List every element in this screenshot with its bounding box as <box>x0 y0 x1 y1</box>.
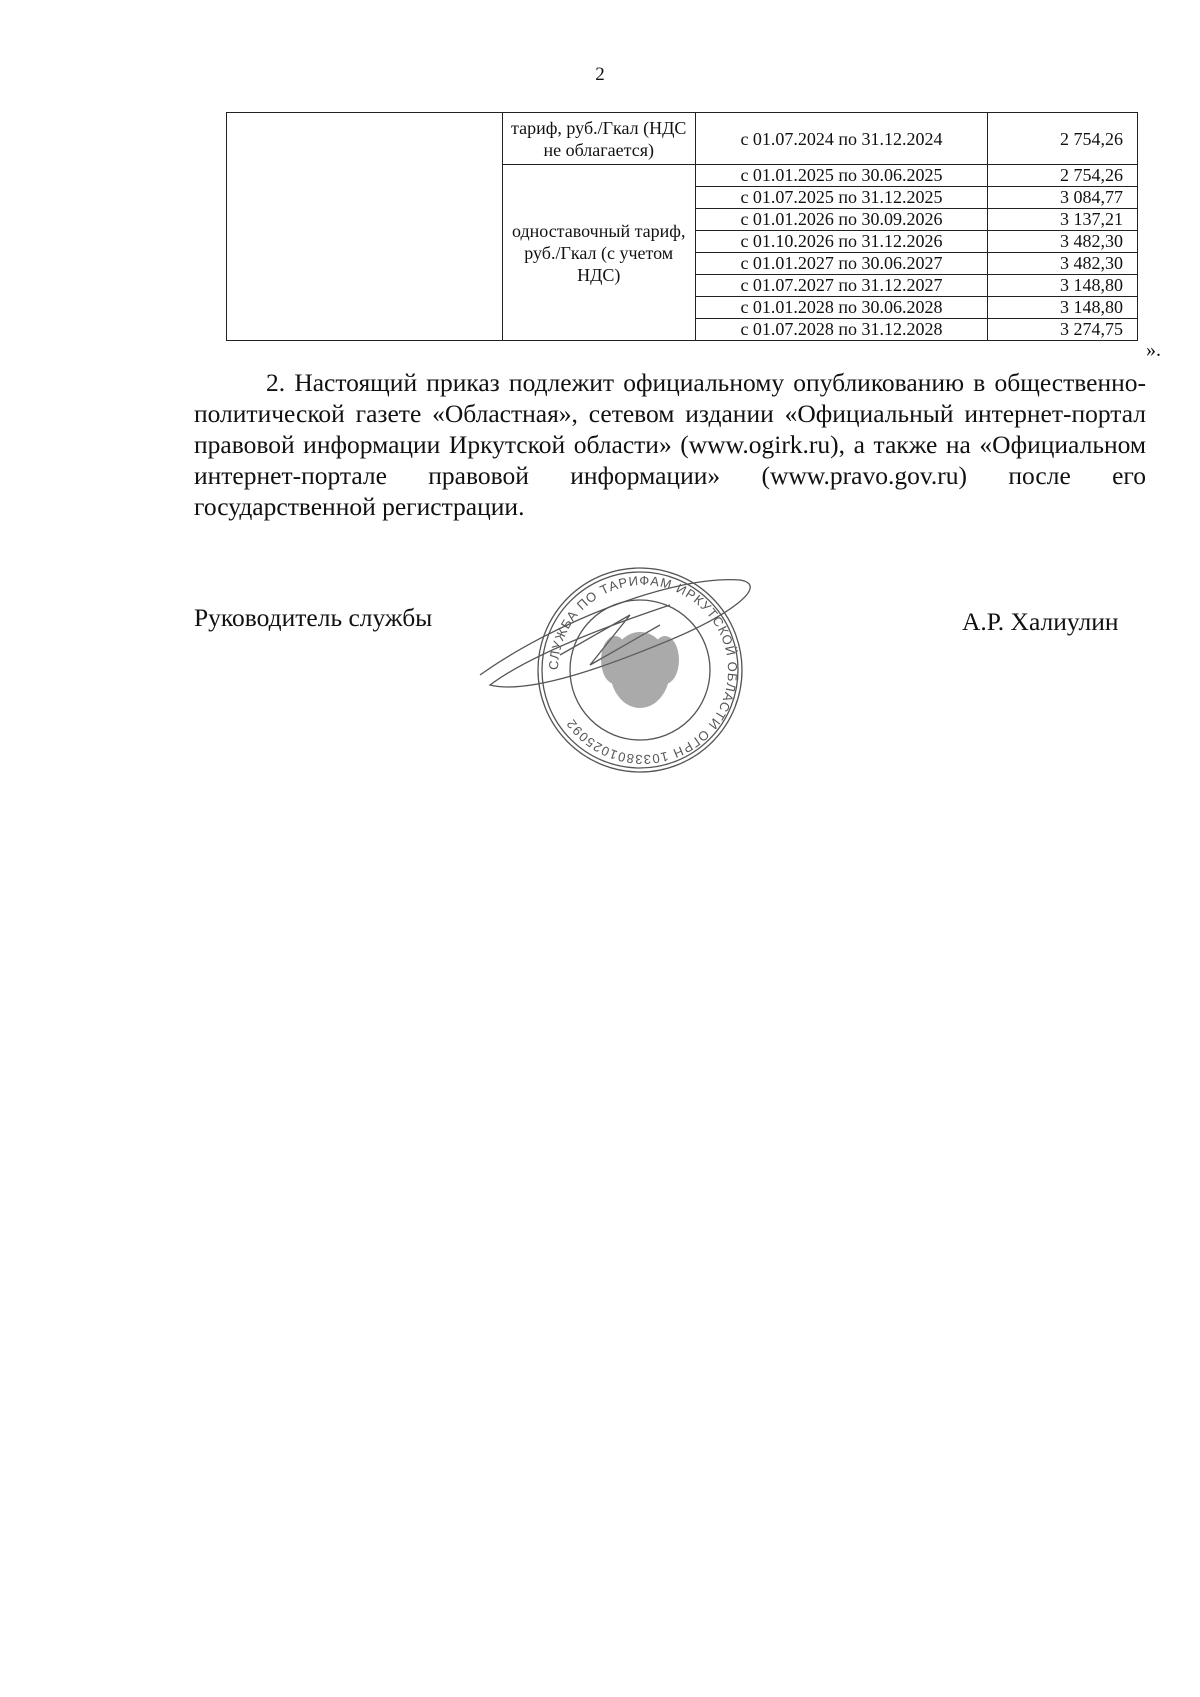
tariff-type-cell: одноставочный тариф, руб./Гкал (с учетом НДС) <box>502 165 695 341</box>
value-cell: 3 274,75 <box>988 319 1138 341</box>
tariff-table <box>226 112 1138 341</box>
period-cell: с 01.07.2027 по 31.12.2027 <box>695 275 988 297</box>
empty-cell <box>227 113 503 341</box>
period-cell: с 01.07.2024 по 31.12.2024 <box>695 113 988 165</box>
page-number: 2 <box>595 64 605 85</box>
period-cell: с 01.01.2027 по 30.06.2027 <box>695 253 988 275</box>
paragraph-2: 2. Настоящий приказ подлежит официальному опубликованию в общественно-политической газете «Областная», сетевом издании «Официальный интернет-портал правовой информации Иркутской области» (www.ogirk.ru), а также на «Официальном интернет-портале правовой информации» (www.pravo.gov.ru) после его государственной регистрации. <box>194 368 1146 521</box>
value-cell: 2 754,26 <box>988 165 1138 187</box>
value-cell: 2 754,26 <box>988 113 1138 165</box>
table-row <box>227 113 1138 165</box>
closing-quote: ». <box>1146 339 1161 361</box>
value-cell: 3 482,30 <box>988 253 1138 275</box>
period-cell: с 01.01.2028 по 30.06.2028 <box>695 297 988 319</box>
official-seal <box>470 545 810 785</box>
period-cell: с 01.07.2028 по 31.12.2028 <box>695 319 988 341</box>
value-cell: 3 148,80 <box>988 297 1138 319</box>
value-cell: 3 482,30 <box>988 231 1138 253</box>
tariff-type-cell: тариф, руб./Гкал (НДС не облагается) <box>502 113 695 165</box>
eagle-emblem-icon <box>601 632 679 708</box>
signature-name: А.Р. Халиулин <box>962 607 1119 636</box>
period-cell: с 01.10.2026 по 31.12.2026 <box>695 231 988 253</box>
period-cell: с 01.01.2026 по 30.09.2026 <box>695 209 988 231</box>
value-cell: 3 148,80 <box>988 275 1138 297</box>
value-cell: 3 137,21 <box>988 209 1138 231</box>
period-cell: с 01.07.2025 по 31.12.2025 <box>695 187 988 209</box>
value-cell: 3 084,77 <box>988 187 1138 209</box>
seal-text: СЛУЖБА ПО ТАРИФАМ ИРКУТСКОЙ ОБЛАСТИ ОГРН 1033801025092 <box>545 572 741 768</box>
signature-title: Руководитель службы <box>194 603 433 632</box>
period-cell: с 01.01.2025 по 30.06.2025 <box>695 165 988 187</box>
